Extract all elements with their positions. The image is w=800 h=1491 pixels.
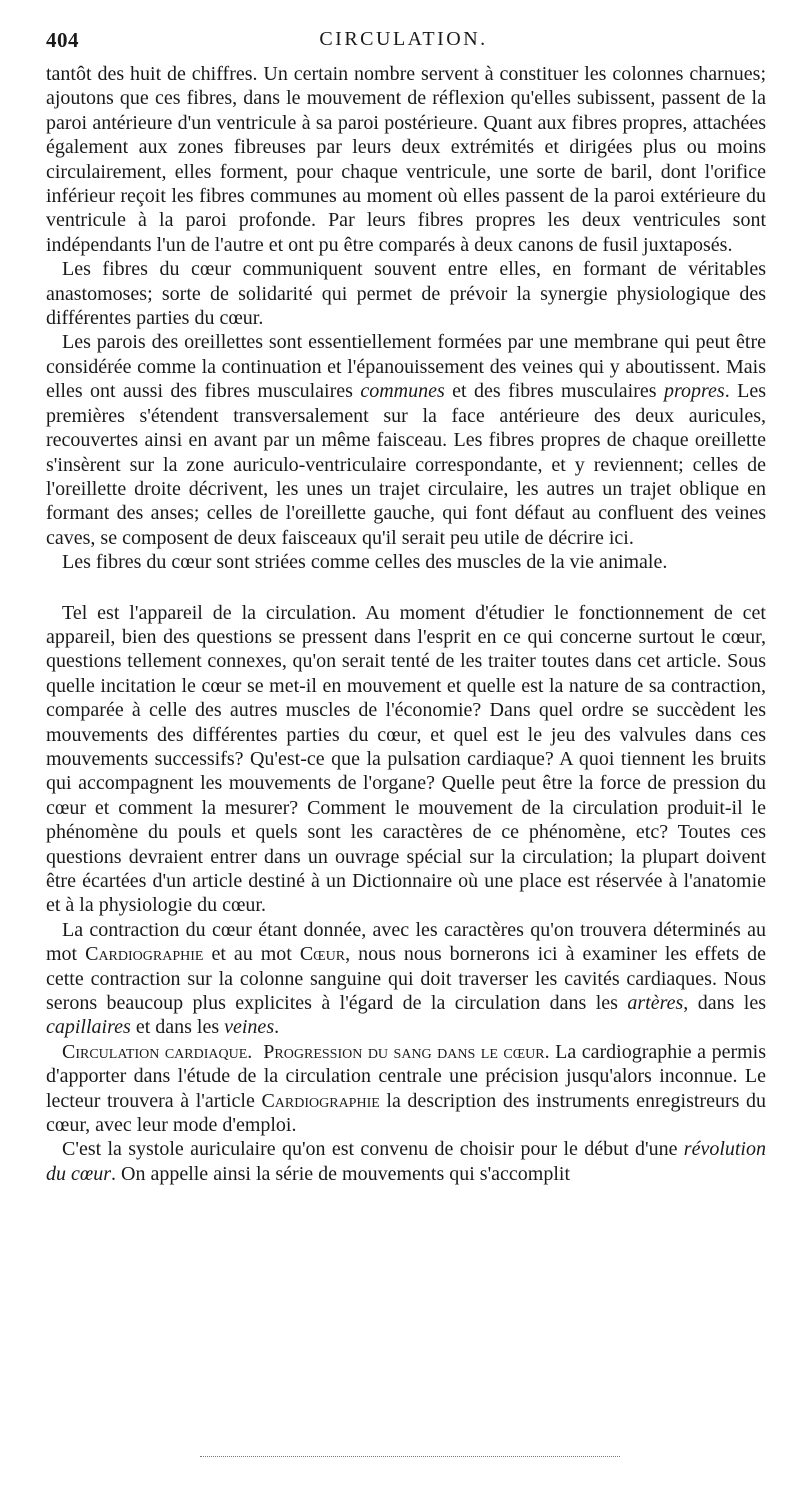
paragraph-3 [46, 330, 766, 550]
paragraph-3-text-c: . Les premières s'étendent transversalement sur la face antérieure des deux auricules, recouvertes ainsi en avant par un même faisceau. Les fibres propres de chaque oreillette s'insèrent sur la zone auriculo-ventriculaire correspondante, et y reviennent; celles de l'oreillette droite décrivent, les unes un trajet circulaire, les autres un trajet oblique en formant des anses; celles de l'oreillette gauche, qui font défaut au confluent des veines caves, se composent de deux faisceaux qu'il serait peu utile de décrire ici. [46, 380, 766, 549]
cross-reference-cardiographie: Cardiographie [85, 943, 204, 966]
paragraph-6-text-e: et dans les [130, 1016, 225, 1039]
paragraph-8 [46, 1137, 766, 1186]
paragraph-1: tantôt des huit de chiffres. Un certain nombre servent à constituer les colonnes charnues; ajoutons que ces fibres, dans le mouvement de réflexion qu'elles subissent, passent de la paroi antérieure d'un ventricule à sa paroi postérieure. Quant aux fibres propres, attachées également aux zones fibreuses par leurs deux extrémités et dirigées plus ou moins circulairement, elles forment, pour chaque ventricule, une sorte de baril, dont l'orifice inférieur reçoit les fibres communes au moment où elles passent de la paroi extérieure du ventricule à la paroi profonde. Par leurs fibres propres les deux ventricules sont indépendants l'un de l'autre et ont pu être comparés à deux canons de fusil juxtaposés. [46, 63, 766, 256]
running-title: CIRCULATION. [319, 28, 488, 50]
cross-reference-cardiographie-2: Cardiographie [261, 1089, 380, 1112]
paragraph-6-text-f: . [274, 1016, 280, 1039]
cross-reference-coeur: Cœur [299, 943, 346, 966]
paragraph-6-text-c: , nous nous bornerons ici à examiner les effets de cette contraction sur la colonne sanguine qui doit traverser les cavités cardiaques. Nous serons beaucoup plus explicites à l'égard de la circulation dans les [46, 943, 766, 1015]
page-body [46, 62, 766, 1186]
term-veines: veines [224, 1016, 275, 1039]
paragraph-7-text-a: La cardiographie a permis d'apporter dans l'étude de la circulation centrale une précision jusqu'alors inconnue. Le lecteur trouvera à l'article [46, 1040, 766, 1112]
term-propres: propres [663, 380, 725, 403]
paragraph-8-text-a: C'est la systole auriculaire qu'on est convenu de choisir pour le début d'une [62, 1138, 684, 1161]
section-heading-circulation-cardiaque: Circulation cardiaque. [62, 1040, 253, 1063]
term-communes: communes [360, 380, 445, 403]
term-capillaires: capillaires [46, 1016, 131, 1039]
paragraph-6-text-a: La contraction du cœur étant donnée, avec les caractères qu'on trouvera déterminés au mot [46, 918, 766, 966]
paragraph-4: Les fibres du cœur sont striées comme celles des muscles de la vie animale. [62, 551, 668, 574]
paragraph-3-text-a: Les parois des oreillettes sont essentiellement formées par une membrane qui peut être considérée comme la continuation et l'épanouissement des veines qui y aboutissent. Mais elles ont aussi des fibres musculaires [46, 331, 766, 403]
paragraph-2: Les fibres du cœur communiquent souvent entre elles, en formant de véritables anastomoses; sorte de solidarité qui permet de prévoir la synergie physiologique des différentes parties du cœur. [46, 258, 766, 330]
paragraph-5: Tel est l'appareil de la circulation. Au moment d'étudier le fonctionnement de cet appareil, bien des questions se pressent dans l'esprit en ce qui concerne surtout le cœur, questions tellement connexes, qu'on serait tenté de les traiter toutes dans cet article. Sous quelle incitation le cœur se met-il en mouvement et quelle est la nature de sa contraction, comparée à celle des autres muscles de l'économie? Dans quel ordre se succèdent les mouvements des différentes parties du cœur, et quel est le jeu des valvules dans ces mouvements successifs? Qu'est-ce que la pulsation cardiaque? A quoi tiennent les bruits qui accompagnent les mouvements de l'organe? Quelle peut être la force de pression du cœur et comment la mesurer? Comment le mouvement de la circulation produit-il le phénomène du pouls et quels sont les caractères de ce phénomène, etc? Toutes ces questions devraient entrer dans un ouvrage spécial sur la circulation; la plupart doivent être écartées d'un article destiné à un Dictionnaire où une place est réservée à l'anatomie et à la physiologie du cœur. [46, 601, 766, 917]
term-revolution-du-coeur: révolution du cœur [46, 1138, 766, 1185]
paragraph-7-text-b: la description des instruments enregistreurs du cœur, avec leur mode d'emploi. [46, 1089, 766, 1137]
term-arteres: artères [627, 992, 684, 1015]
footer-dotted-rule [200, 1456, 620, 1459]
page-number: 404 [46, 28, 79, 52]
section-subheading-progression: Progression du sang dans le cœur. [263, 1040, 550, 1063]
paragraph-6-text-d: , dans les [683, 992, 766, 1015]
paragraph-3-text-b: et des fibres musculaires [444, 380, 664, 403]
paragraph-8-text-b: . On appelle ainsi la série de mouvements qui s'accomplit [111, 1162, 571, 1185]
paragraph-6-text-b: et au mot [203, 943, 300, 966]
page-header [46, 28, 761, 54]
paragraph-6 [46, 918, 766, 1040]
paragraph-7 [46, 1040, 766, 1138]
